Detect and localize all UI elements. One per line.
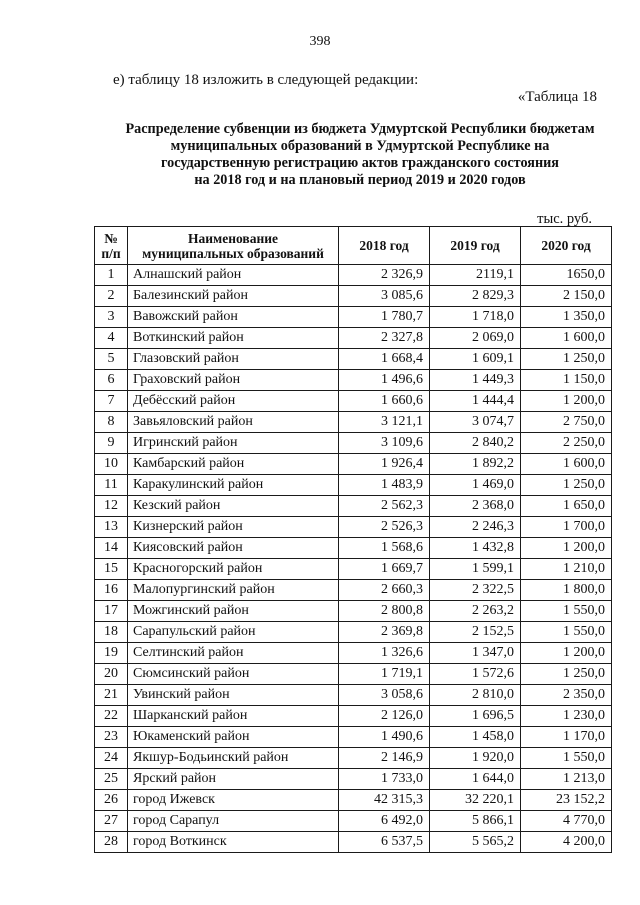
value-2019: 1 920,0 [430,748,521,769]
row-number: 21 [95,685,128,706]
row-number: 1 [95,265,128,286]
row-number: 9 [95,433,128,454]
value-2019: 5 565,2 [430,832,521,853]
value-2020: 4 770,0 [521,811,612,832]
value-2019: 1 599,1 [430,559,521,580]
value-2019: 2 263,2 [430,601,521,622]
header-number-line2: п/п [101,245,121,261]
municipality-name: Камбарский район [128,454,339,475]
header-number [95,227,128,265]
value-2020: 1 550,0 [521,601,612,622]
value-2019: 1 718,0 [430,307,521,328]
table-row [95,790,612,811]
table-row [95,517,612,538]
value-2018: 3 121,1 [339,412,430,433]
table-row [95,643,612,664]
municipality-name: город Сарапул [128,811,339,832]
value-2019: 2 322,5 [430,580,521,601]
table-row [95,496,612,517]
value-2020: 2 750,0 [521,412,612,433]
value-2019: 1 696,5 [430,706,521,727]
value-2018: 42 315,3 [339,790,430,811]
value-2019: 1 444,4 [430,391,521,412]
value-2019: 2 246,3 [430,517,521,538]
row-number: 4 [95,328,128,349]
table-row [95,286,612,307]
row-number: 6 [95,370,128,391]
value-2020: 1650,0 [521,265,612,286]
municipality-name: Игринский район [128,433,339,454]
table-body [95,265,612,853]
value-2020: 1 230,0 [521,706,612,727]
value-2018: 3 109,6 [339,433,430,454]
table-row [95,370,612,391]
value-2019: 1 347,0 [430,643,521,664]
header-2018: 2018 год [339,227,430,265]
value-2020: 1 213,0 [521,769,612,790]
table-row [95,559,612,580]
value-2020: 1 550,0 [521,748,612,769]
table-reference: «Таблица 18 [517,89,597,105]
table-row [95,580,612,601]
value-2018: 3 085,6 [339,286,430,307]
value-2020: 2 250,0 [521,433,612,454]
value-2018: 1 669,7 [339,559,430,580]
value-2019: 2 368,0 [430,496,521,517]
value-2018: 3 058,6 [339,685,430,706]
value-2020: 1 250,0 [521,664,612,685]
value-2019: 1 892,2 [430,454,521,475]
value-2018: 1 926,4 [339,454,430,475]
table-row [95,391,612,412]
page-number: 398 [309,34,331,49]
municipality-name: Увинский район [128,685,339,706]
header-2019: 2019 год [430,227,521,265]
value-2018: 1 660,6 [339,391,430,412]
title-line: муниципальных образований в Удмуртской Республике на [170,138,550,154]
row-number: 15 [95,559,128,580]
municipality-name: Сарапульский район [128,622,339,643]
value-2020: 1 200,0 [521,538,612,559]
municipality-name: Алнашский район [128,265,339,286]
row-number: 8 [95,412,128,433]
row-number: 13 [95,517,128,538]
title-line: Распределение субвенции из бюджета Удмуртской Республики бюджетам [125,121,595,137]
value-2018: 1 568,6 [339,538,430,559]
value-2019: 2 840,2 [430,433,521,454]
row-number: 11 [95,475,128,496]
value-2018: 6 492,0 [339,811,430,832]
value-2019: 2 152,5 [430,622,521,643]
value-2020: 1 800,0 [521,580,612,601]
table-row [95,832,612,853]
row-number: 7 [95,391,128,412]
value-2020: 23 152,2 [521,790,612,811]
table-row [95,685,612,706]
table-row [95,307,612,328]
units-label: тыс. руб. [537,211,592,227]
value-2020: 2 350,0 [521,685,612,706]
row-number: 14 [95,538,128,559]
value-2019: 2 810,0 [430,685,521,706]
value-2018: 1 483,9 [339,475,430,496]
row-number: 23 [95,727,128,748]
value-2020: 2 150,0 [521,286,612,307]
header-2020: 2020 год [521,227,612,265]
municipality-name: Можгинский район [128,601,339,622]
value-2018: 1 326,6 [339,643,430,664]
row-number: 3 [95,307,128,328]
value-2020: 1 210,0 [521,559,612,580]
municipality-name: Граховский район [128,370,339,391]
value-2019: 1 449,3 [430,370,521,391]
value-2018: 2 660,3 [339,580,430,601]
value-2018: 2 327,8 [339,328,430,349]
municipality-name: город Воткинск [128,832,339,853]
value-2018: 2 326,9 [339,265,430,286]
amendment-intro: е) таблицу 18 изложить в следующей редакции: [113,72,419,88]
municipality-name: Глазовский район [128,349,339,370]
municipality-name: Малопургинский район [128,580,339,601]
value-2019: 2 069,0 [430,328,521,349]
value-2020: 1 200,0 [521,391,612,412]
value-2020: 1 600,0 [521,328,612,349]
value-2019: 1 572,6 [430,664,521,685]
subvention-table [94,226,612,853]
row-number: 5 [95,349,128,370]
value-2019: 5 866,1 [430,811,521,832]
header-name [128,227,339,265]
value-2019: 32 220,1 [430,790,521,811]
row-number: 22 [95,706,128,727]
header-number-line1: № [104,230,118,246]
table-row [95,601,612,622]
municipality-name: Вавожский район [128,307,339,328]
row-number: 19 [95,643,128,664]
value-2018: 1 496,6 [339,370,430,391]
value-2019: 3 074,7 [430,412,521,433]
title-line: государственную регистрацию актов гражданского состояния [161,155,559,171]
table-row [95,727,612,748]
row-number: 12 [95,496,128,517]
value-2018: 2 126,0 [339,706,430,727]
value-2020: 1 170,0 [521,727,612,748]
value-2020: 1 550,0 [521,622,612,643]
municipality-name: Кизнерский район [128,517,339,538]
row-number: 26 [95,790,128,811]
value-2018: 2 526,3 [339,517,430,538]
value-2020: 4 200,0 [521,832,612,853]
value-2018: 1 719,1 [339,664,430,685]
value-2018: 2 562,3 [339,496,430,517]
value-2018: 1 733,0 [339,769,430,790]
municipality-name: Ярский район [128,769,339,790]
table-row [95,412,612,433]
row-number: 28 [95,832,128,853]
value-2019: 1 469,0 [430,475,521,496]
row-number: 10 [95,454,128,475]
table-row [95,349,612,370]
document-title [60,121,640,189]
table-row [95,811,612,832]
value-2020: 1 700,0 [521,517,612,538]
municipality-name: Красногорский район [128,559,339,580]
row-number: 20 [95,664,128,685]
table-row [95,538,612,559]
value-2018: 2 146,9 [339,748,430,769]
municipality-name: Сюмсинский район [128,664,339,685]
value-2018: 6 537,5 [339,832,430,853]
municipality-name: Селтинский район [128,643,339,664]
value-2018: 2 369,8 [339,622,430,643]
row-number: 25 [95,769,128,790]
value-2018: 1 780,7 [339,307,430,328]
municipality-name: Воткинский район [128,328,339,349]
value-2020: 1 200,0 [521,643,612,664]
value-2018: 1 490,6 [339,727,430,748]
table-row [95,748,612,769]
title-line: на 2018 год и на плановый период 2019 и 2020 годов [194,172,526,188]
table-header-row [95,227,612,265]
row-number: 2 [95,286,128,307]
table-row [95,265,612,286]
row-number: 17 [95,601,128,622]
table-row [95,454,612,475]
municipality-name: Киясовский район [128,538,339,559]
value-2019: 1 432,8 [430,538,521,559]
row-number: 24 [95,748,128,769]
table-row [95,769,612,790]
value-2019: 1 644,0 [430,769,521,790]
value-2018: 2 800,8 [339,601,430,622]
municipality-name: Якшур-Бодьинский район [128,748,339,769]
municipality-name: Кезский район [128,496,339,517]
header-name-line2: муниципальных образований [142,245,324,261]
table-row [95,664,612,685]
municipality-name: Юкаменский район [128,727,339,748]
table-row [95,328,612,349]
row-number: 18 [95,622,128,643]
value-2019: 1 458,0 [430,727,521,748]
value-2019: 1 609,1 [430,349,521,370]
municipality-name: Шарканский район [128,706,339,727]
municipality-name: Каракулинский район [128,475,339,496]
table-row [95,706,612,727]
municipality-name: Завьяловский район [128,412,339,433]
row-number: 27 [95,811,128,832]
value-2020: 1 250,0 [521,349,612,370]
municipality-name: Дебёсский район [128,391,339,412]
header-name-line1: Наименование [188,230,278,246]
table-row [95,622,612,643]
value-2020: 1 650,0 [521,496,612,517]
value-2019: 2119,1 [430,265,521,286]
value-2020: 1 150,0 [521,370,612,391]
value-2019: 2 829,3 [430,286,521,307]
table-row [95,433,612,454]
row-number: 16 [95,580,128,601]
value-2020: 1 600,0 [521,454,612,475]
municipality-name: Балезинский район [128,286,339,307]
municipality-name: город Ижевск [128,790,339,811]
value-2020: 1 350,0 [521,307,612,328]
value-2018: 1 668,4 [339,349,430,370]
value-2020: 1 250,0 [521,475,612,496]
table-row [95,475,612,496]
